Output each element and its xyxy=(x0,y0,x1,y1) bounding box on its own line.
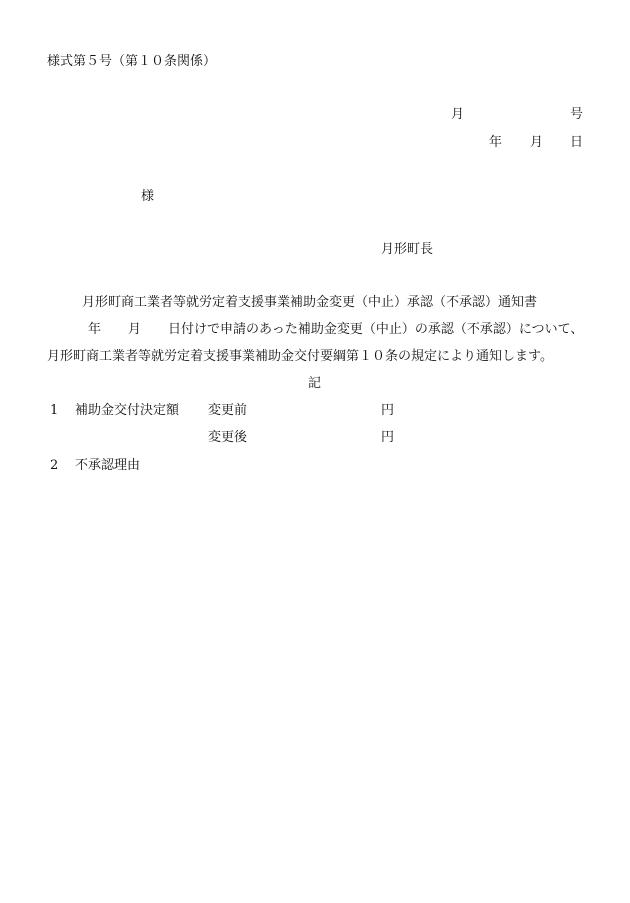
item-label-grant-amount: 補助金交付決定額 xyxy=(75,403,180,418)
header-month-label: 月 xyxy=(451,107,465,122)
row-unit-after: 円 xyxy=(381,430,395,445)
document-title: 月形町商工業者等就労定着支援事業補助金変更（中止）承認（不承認）通知書 xyxy=(82,295,538,310)
recipient-suffix: 様 xyxy=(141,189,155,204)
header-day-label: 日 xyxy=(570,135,584,150)
row-unit-before: 円 xyxy=(381,403,395,418)
item-number: 1 xyxy=(50,403,59,418)
form-label: 様式第５号（第１０条関係） xyxy=(47,54,217,69)
ki-label: 記 xyxy=(308,376,322,391)
sender-name: 月形町長 xyxy=(381,242,434,257)
header-year-label: 年 xyxy=(489,135,503,150)
row-label-after: 変更後 xyxy=(208,430,248,445)
header-number-label: 号 xyxy=(570,107,584,122)
row-label-before: 変更前 xyxy=(208,403,248,418)
item-label-rejection-reason: 不承認理由 xyxy=(75,458,141,473)
body-date-month: 月 xyxy=(128,322,142,337)
body-line2: 月形町商工業者等就労定着支援事業補助金交付要綱第１０条の規定により通知します。 xyxy=(47,349,553,364)
body-line1: 日付けで申請のあった補助金変更（中止）の承認（不承認）について、 xyxy=(168,322,584,337)
header-month2-label: 月 xyxy=(530,135,544,150)
item-number: 2 xyxy=(50,458,59,473)
body-date-year: 年 xyxy=(88,322,102,337)
